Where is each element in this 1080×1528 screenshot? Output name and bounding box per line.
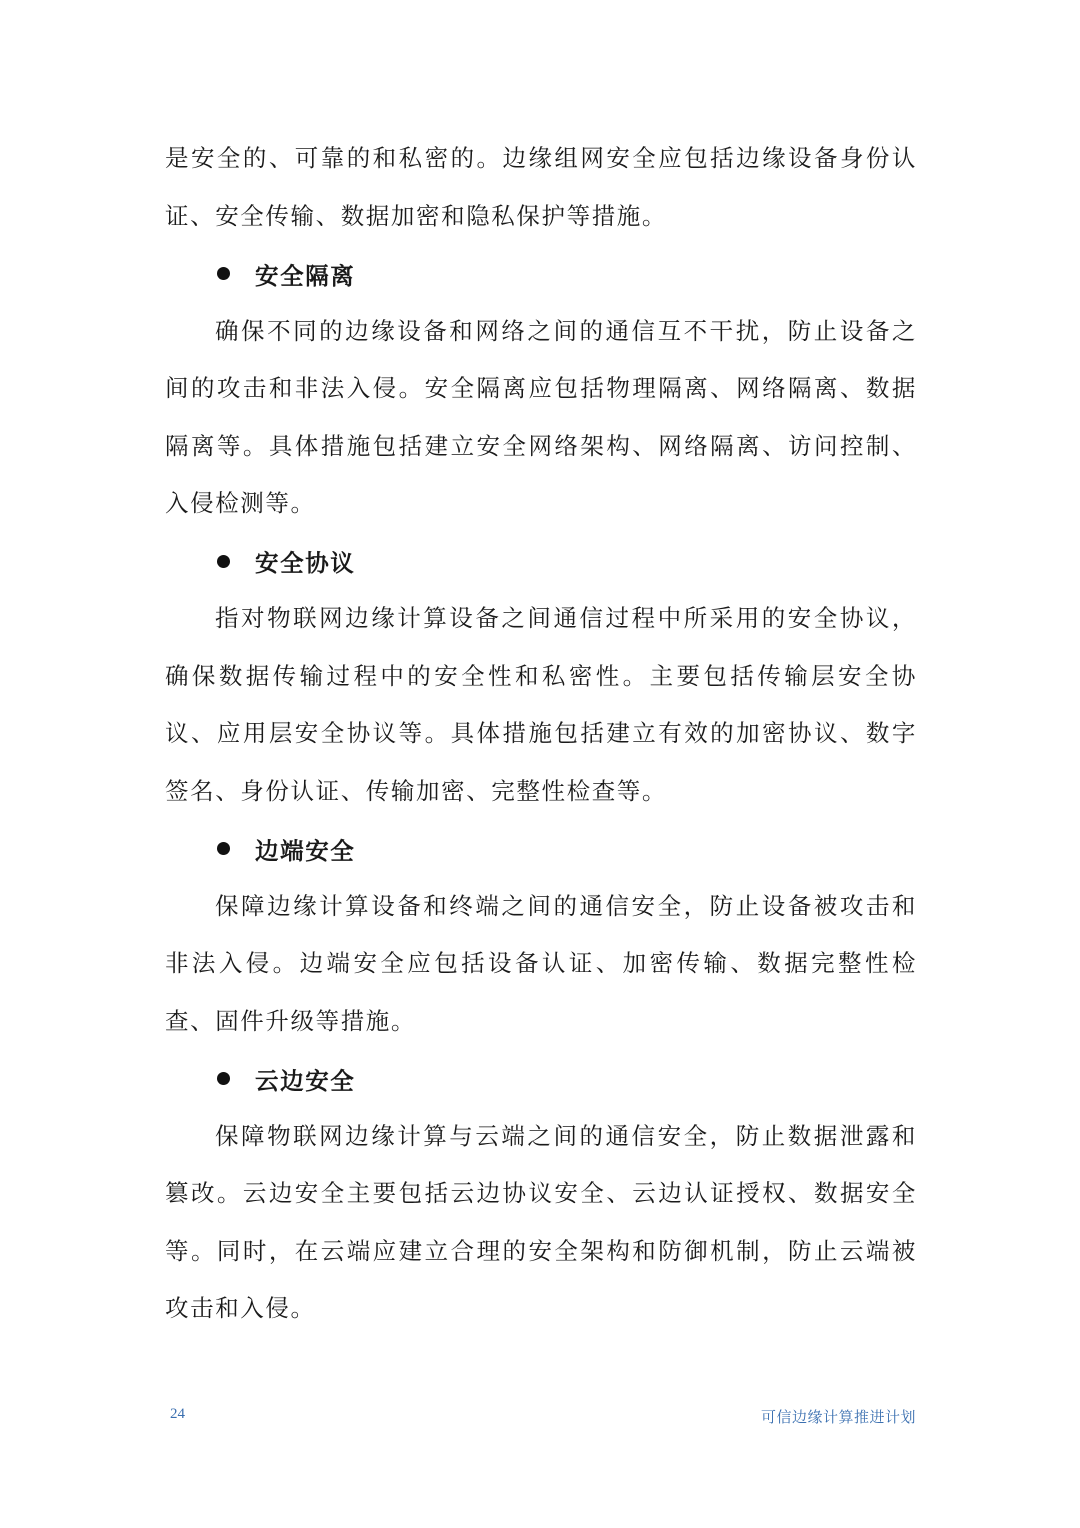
section-heading-edge-terminal (165, 820, 917, 878)
section-heading-isolation (165, 245, 917, 303)
page-number: 24 (170, 1406, 185, 1422)
section-body-protocol: 指对物联网边缘计算设备之间通信过程中所采用的安全协议，确保数据传输过程中的安全性和私密性。主要包括传输层安全协议、应用层安全协议等。具体措施包括建立有效的加密协议、数字签名、身份认证、传输加密、完整性检查等。 (165, 604, 917, 805)
footer-doc-title: 可信边缘计算推进计划 (760, 1408, 916, 1426)
section-body-edge-terminal: 保障边缘计算设备和终端之间的通信安全，防止设备被攻击和非法入侵。边端安全应包括设备认证、加密传输、数据完整性检查、固件升级等措施。 (165, 891, 917, 1035)
bullet-icon (217, 555, 230, 568)
bullet-icon (217, 267, 230, 280)
bullet-icon (217, 1072, 230, 1085)
section-body-isolation: 确保不同的边缘设备和网络之间的通信互不干扰，防止设备之间的攻击和非法入侵。安全隔离应包括物理隔离、网络隔离、数据隔离等。具体措施包括建立安全网络架构、网络隔离、访问控制、入侵检测等。 (165, 316, 917, 517)
section-heading-text: 安全协议 (255, 549, 356, 578)
section-heading-protocol (165, 533, 917, 591)
section-heading-text: 边端安全 (255, 836, 356, 865)
page-content (165, 130, 917, 1338)
bullet-icon (217, 842, 230, 855)
section-heading-text: 安全隔离 (255, 261, 356, 290)
section-heading-cloud-edge (165, 1050, 917, 1108)
section-body-cloud-edge: 保障物联网边缘计算与云端之间的通信安全，防止数据泄露和篡改。云边安全主要包括云边协议安全、云边认证授权、数据安全等。同时，在云端应建立合理的安全架构和防御机制，防止云端被攻击和入侵。 (165, 1121, 917, 1322)
intro-paragraph: 是安全的、可靠的和私密的。边缘组网安全应包括边缘设备身份认证、安全传输、数据加密和隐私保护等措施。 (165, 144, 917, 230)
section-heading-text: 云边安全 (255, 1066, 356, 1095)
